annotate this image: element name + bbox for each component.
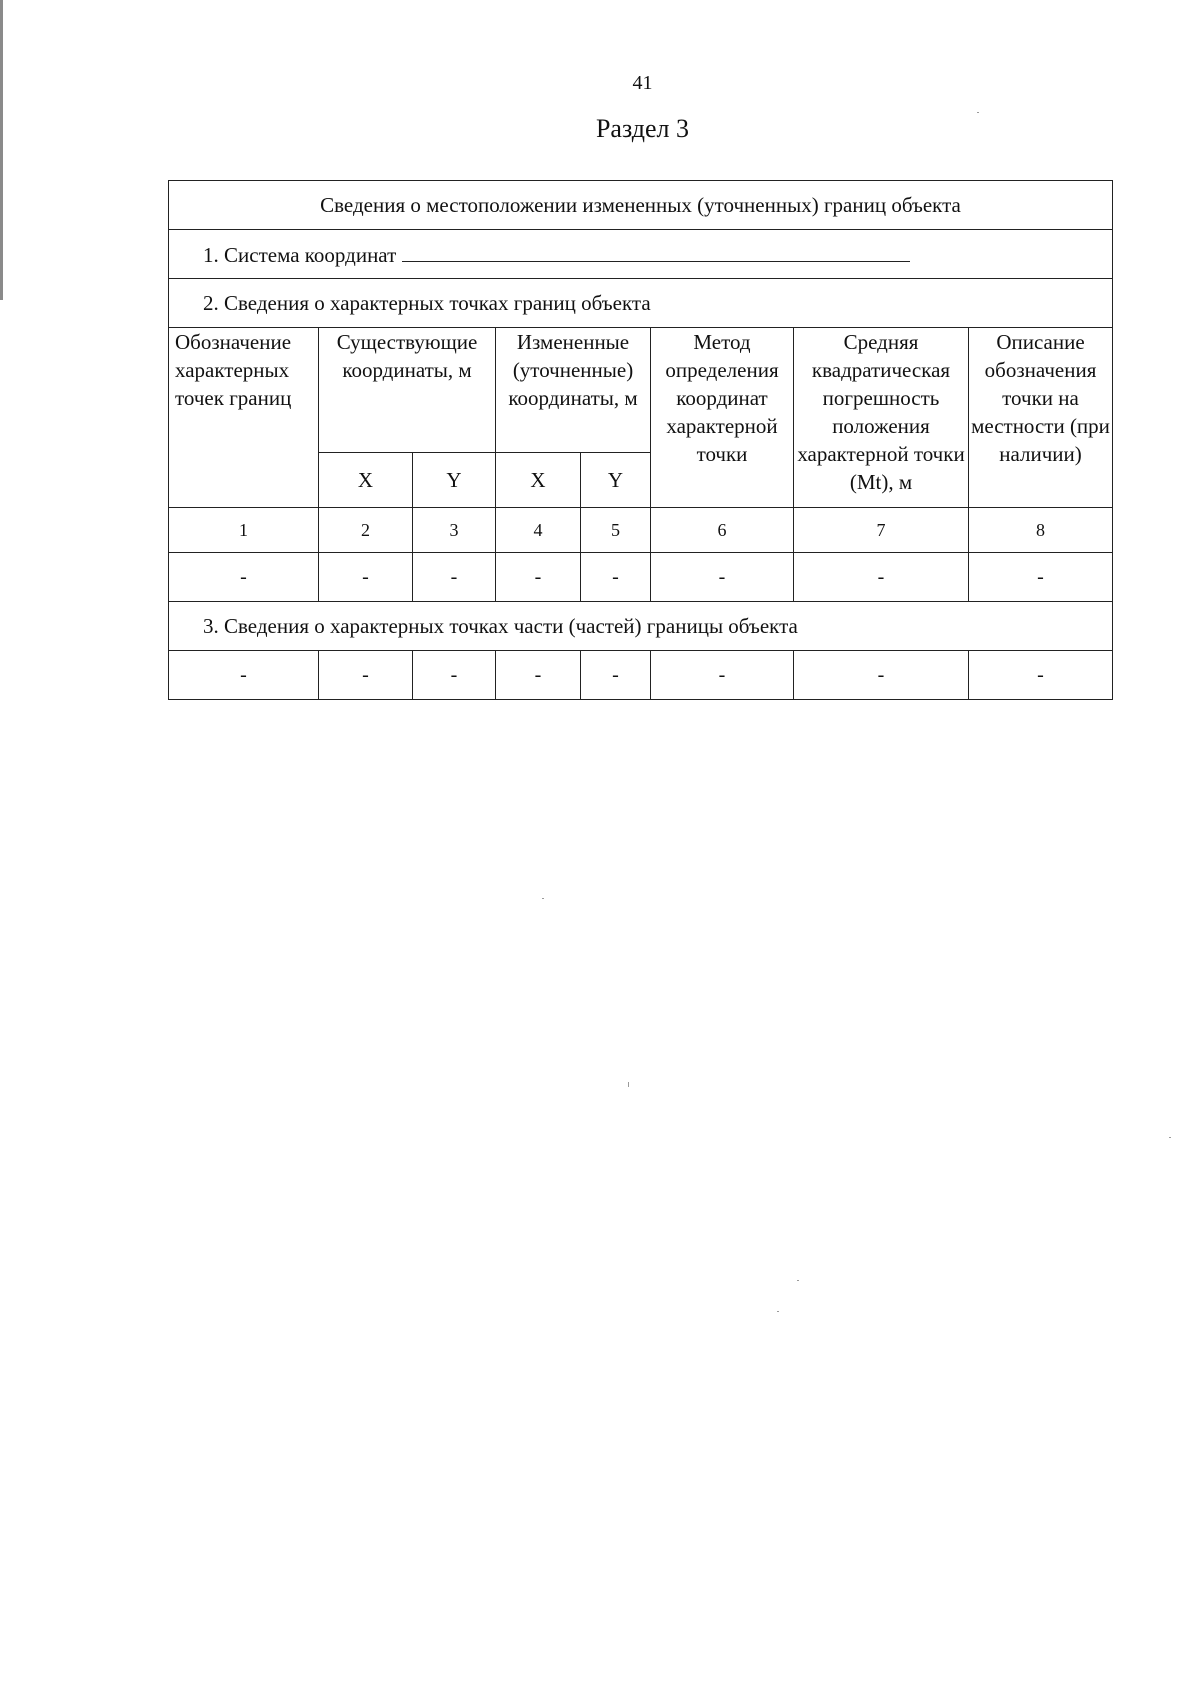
table-cell: - <box>413 651 496 700</box>
column-number: 1 <box>169 508 319 553</box>
table-cell: - <box>581 553 651 602</box>
parts-section-label: 3. Сведения о характерных точках части (частей) границы объекта <box>169 602 1113 651</box>
coord-system-blank-field <box>402 241 910 262</box>
header-mean-error: Средняя квадратическая погрешность положения характерной точки (Mt), м <box>794 328 969 508</box>
table-cell: - <box>496 651 581 700</box>
scan-speck <box>542 898 544 899</box>
table-cell: - <box>169 553 319 602</box>
section-title: Раздел 3 <box>595 114 690 143</box>
column-number: 7 <box>794 508 969 553</box>
table-cell: - <box>969 651 1113 700</box>
table-cell: - <box>319 651 413 700</box>
header-method: Метод определения координат характерной точки <box>651 328 794 508</box>
boundary-points-table <box>168 180 1113 700</box>
header-changed-y: Y <box>581 453 651 508</box>
header-row <box>169 328 1113 453</box>
column-number: 8 <box>969 508 1113 553</box>
table-cell: - <box>581 651 651 700</box>
header-description: Описание обозначения точки на местности (при наличии) <box>969 328 1113 508</box>
scan-speck <box>777 1311 779 1312</box>
column-number: 3 <box>413 508 496 553</box>
header-changed-x: X <box>496 453 581 508</box>
coord-system-cell <box>169 230 1113 279</box>
table-cell: - <box>969 553 1113 602</box>
coord-system-label: 1. Система координат <box>203 242 397 267</box>
page-scan-edge <box>0 0 3 300</box>
scan-speck <box>797 1280 799 1281</box>
points-section-label: 2. Сведения о характерных точках границ объекта <box>169 279 1113 328</box>
coord-system-row <box>169 230 1113 279</box>
parts-data-row <box>169 651 1113 700</box>
table-cell: - <box>496 553 581 602</box>
page-number: 41 <box>632 72 653 94</box>
column-number: 4 <box>496 508 581 553</box>
scan-speck <box>977 112 979 113</box>
points-section-row <box>169 279 1113 328</box>
header-existing-x: X <box>319 453 413 508</box>
scan-speck <box>1169 1137 1171 1138</box>
table-cell: - <box>794 651 969 700</box>
table-cell: - <box>413 553 496 602</box>
column-numbers-row <box>169 508 1113 553</box>
table-title: Сведения о местоположении измененных (уточненных) границ объекта <box>169 181 1113 230</box>
header-existing-coords: Существующие координаты, м <box>319 328 496 453</box>
table-cell: - <box>794 553 969 602</box>
scan-speck <box>628 1082 629 1087</box>
table-cell: - <box>319 553 413 602</box>
table-cell: - <box>651 553 794 602</box>
table-cell: - <box>169 651 319 700</box>
points-data-row <box>169 553 1113 602</box>
column-number: 5 <box>581 508 651 553</box>
header-designation: Обозначение характерных точек границ <box>169 328 319 508</box>
column-number: 2 <box>319 508 413 553</box>
table-title-row <box>169 181 1113 230</box>
table-cell: - <box>651 651 794 700</box>
header-existing-y: Y <box>413 453 496 508</box>
parts-section-row <box>169 602 1113 651</box>
column-number: 6 <box>651 508 794 553</box>
header-changed-coords: Измененные (уточненные) координаты, м <box>496 328 651 453</box>
